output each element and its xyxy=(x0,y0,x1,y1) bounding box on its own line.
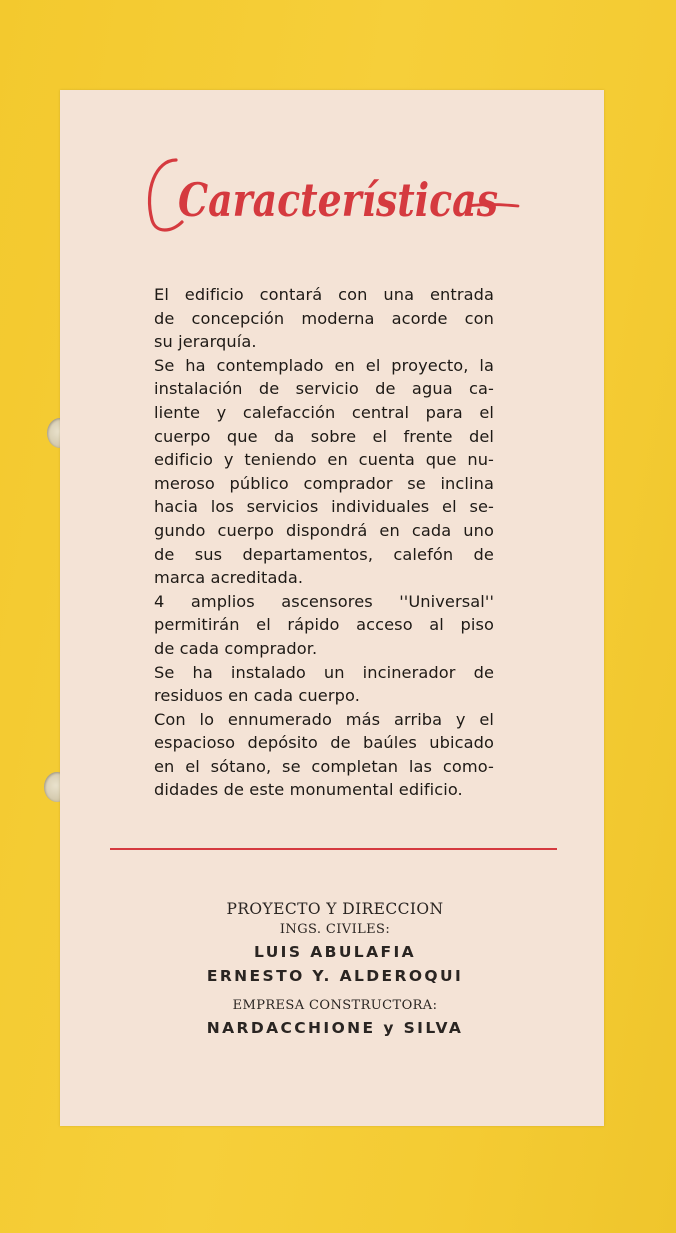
body-line: de cada comprador. xyxy=(154,638,318,658)
credits-block xyxy=(110,898,560,1040)
credits-spacer xyxy=(110,988,560,996)
body-line: didades de este monumental edificio. xyxy=(154,780,463,800)
body-line: gundo cuerpo dispondrá en cada uno xyxy=(154,520,494,540)
body-line: Con lo ennumerado más arriba y el xyxy=(154,709,494,729)
body-line: de sus departamentos, calefón de xyxy=(154,544,494,564)
body-line: Se ha instalado un incinerador de xyxy=(154,662,494,682)
engineer-name-2: ERNESTO Y. ALDEROQUI xyxy=(206,967,464,985)
body-line: liente y calefacción central para el xyxy=(154,402,494,422)
body-line: en el sótano, se completan las como- xyxy=(154,756,494,776)
builder-name: NARDACCHIONE y SILVA xyxy=(206,1019,464,1037)
title-script-svg xyxy=(138,150,528,240)
body-line: Se ha contemplado en el proyecto, la xyxy=(154,355,494,375)
body-line: de concepción moderna acorde con xyxy=(154,308,494,328)
body-line: permitirán el rápido acceso al piso xyxy=(154,615,494,635)
body-line: edificio y teniendo en cuenta que nu- xyxy=(154,450,494,470)
engineer-name-1: LUIS ABULAFIA xyxy=(253,943,417,961)
divider-rule xyxy=(110,848,557,850)
engineers-label: INGS. CIVILES: xyxy=(279,922,391,937)
body-line: El edificio contará con una entrada xyxy=(154,285,494,304)
body-line: espacioso depósito de baúles ubicado xyxy=(154,733,494,753)
body-line: marca acreditada. xyxy=(154,568,304,588)
body-line: su jerarquía. xyxy=(154,332,257,352)
document-title xyxy=(138,150,528,240)
project-heading: PROYECTO Y DIRECCION xyxy=(226,900,444,918)
body-line: cuerpo que da sobre el frente del xyxy=(154,426,494,446)
builder-label: EMPRESA CONSTRUCTORA: xyxy=(232,998,438,1013)
body-line: meroso público comprador se inclina xyxy=(154,473,494,493)
body-line: 4 amplios ascensores ''Universal'' xyxy=(154,591,494,611)
title-tail-stroke xyxy=(468,205,518,207)
body-line: residuos en cada cuerpo. xyxy=(154,686,360,706)
body-line: hacia los servicios individuales el se- xyxy=(154,497,494,517)
title-text: Características xyxy=(178,173,498,227)
body-line: instalación de servicio de agua ca- xyxy=(154,379,494,399)
body-text xyxy=(154,283,494,802)
